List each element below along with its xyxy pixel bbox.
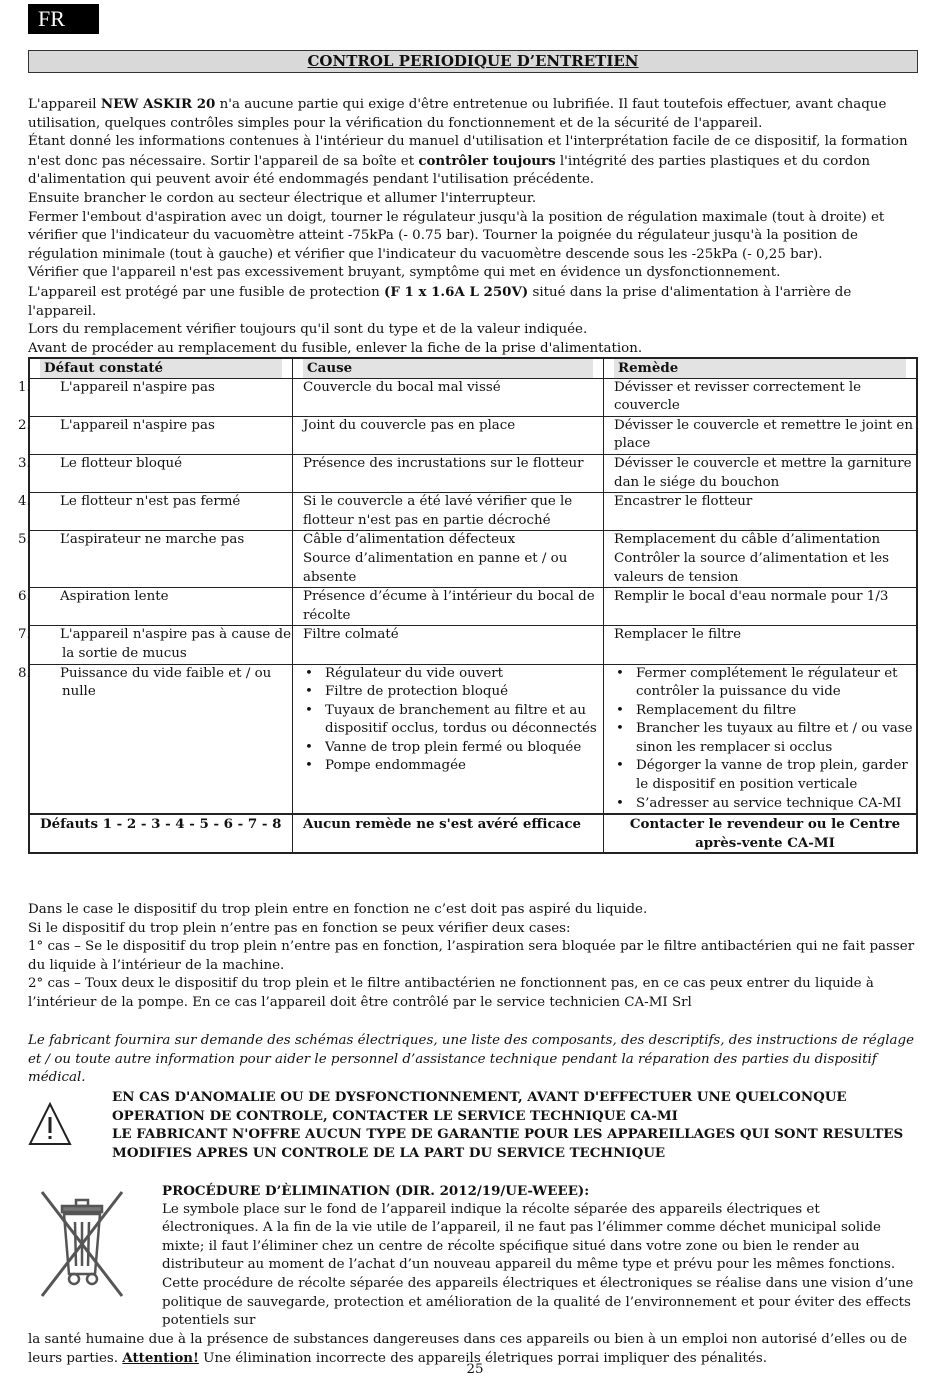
cause-list — [303, 665, 603, 777]
paragraph: 2° cas – Toux deux le dispositif du trop plein et le filtre antibactérien ne fonctionnent pas, en ce cas peux entrer du liquide à l’intérieur de la pompe. En ce cas l’appareil doit être contrôlé par le service technicien CA-MI Srl — [28, 976, 874, 1010]
page-title: CONTROL PERIODIQUE D’ENTRETIEN — [28, 50, 918, 73]
list-item: • S’adresser au service technique CA-MI — [614, 795, 916, 814]
text: la santé humaine due à la présence de substances dangereuses dans ces appareils ou bien à un emploi non autorisé d’elles ou de leurs parties. — [28, 1331, 908, 1367]
text: Une élimination incorrecte des appareils életriques porrai impliquer des pénalités. — [198, 1351, 767, 1367]
text: situé dans la prise d'alimentation à l'arrière de l'appareil. — [28, 284, 852, 319]
list-item: • Vanne de trop plein fermé ou bloquée — [303, 739, 603, 758]
text: Étant donné les informations contenues à l'intérieur du manuel d'utilisation et l'interprétation facile de ce dispositif, la formation n'est donc pas nécessaire. Sortir l'appareil de sa boîte et — [28, 134, 908, 169]
troubleshooting-table — [18, 357, 918, 854]
row-number: 5. — [18, 532, 31, 548]
table-header-row — [29, 358, 917, 378]
overflow-notes — [28, 901, 920, 1013]
paragraph: Si le dispositif du trop plein n’entre pas en fonction se peux vérifier deux cases: — [28, 920, 571, 936]
header-cell — [29, 358, 293, 378]
table-row — [29, 454, 917, 492]
attention-label: Attention! — [122, 1350, 199, 1367]
table-row — [29, 531, 917, 588]
defect-text: L'appareil n'aspire pas — [60, 417, 215, 433]
text: L'appareil — [28, 97, 101, 112]
cause-cell — [293, 664, 604, 814]
row-number: 8. — [18, 665, 31, 681]
warning-triangle-icon — [28, 1102, 72, 1146]
defect-text: Le flotteur bloqué — [60, 455, 183, 471]
intro-text — [28, 95, 920, 358]
defect-text: L’aspirateur ne marche pas — [60, 532, 245, 548]
product-name: NEW ASKIR 20 — [100, 96, 216, 112]
weee-section — [28, 1182, 920, 1369]
language-tag: FR — [28, 4, 99, 34]
header-defect: Défaut constaté — [40, 359, 282, 378]
defect-cell — [18, 664, 293, 814]
remedy-cell: Dévisser le couvercle et remettre le joint en place — [604, 416, 918, 454]
remedy-list — [614, 665, 916, 814]
remedy-cell: Remplacer le filtre — [604, 626, 918, 664]
intro-paragraph — [28, 95, 920, 133]
defect-cell — [18, 416, 293, 454]
remedy-cell: Contacter le revendeur ou le Centre après-vente CA-MI — [604, 814, 918, 853]
cause-cell: Filtre colmaté — [293, 626, 604, 664]
remedy-cell: Dévisser et revisser correctement le couvercle — [604, 378, 918, 416]
cause-cell: Couvercle du bocal mal vissé — [293, 378, 604, 416]
cause-cell: Si le couvercle a été lavé vérifier que le flotteur n'est pas en partie décroché — [293, 493, 604, 531]
paragraph: 1° cas – Se le dispositif du trop plein n’entre pas en fonction, l’aspiration sera bloquée par le filtre antibactérien qui ne fait passer du liquide à l’intérieur de la machine. — [28, 939, 915, 973]
cause-text: Source d’alimentation en panne et / ou absente — [303, 550, 568, 585]
weee-title: PROCÉDURE D’ÈLIMINATION (DIR. 2012/19/UE-WEEE): — [162, 1183, 590, 1199]
remedy-cell: Remplir le bocal d'eau normale pour 1/3 — [604, 588, 918, 626]
manufacturer-note: Le fabricant fournira sur demande des schémas électriques, une liste des composants, des descriptifs, des instructions de réglage et / ou toute autre information pour aider le personnel d’assistance technique pendant la réparation des parties du dispositif médical. — [28, 1033, 915, 1086]
table-row-summary — [29, 814, 917, 853]
cause-cell — [293, 531, 604, 588]
remedy-text: Remplacement du câble d’alimentation — [614, 532, 881, 548]
defect-text: Puissance du vide faible et / ou nulle — [60, 665, 272, 700]
defect-cell — [18, 378, 293, 416]
table-row — [29, 416, 917, 454]
list-item: • Filtre de protection bloqué — [303, 683, 603, 702]
row-number: 1. — [18, 379, 31, 395]
header-cause: Cause — [303, 359, 593, 378]
intro-paragraph: Avant de procéder au remplacement du fusible, enlever la fiche de la prise d'alimentation. — [28, 340, 643, 356]
page-number: 25 — [466, 1362, 484, 1377]
defect-cell — [18, 493, 293, 531]
header-cell — [604, 358, 918, 378]
cause-cell: Aucun remède ne s'est avéré efficace — [293, 814, 604, 853]
defect-text: Aspiration lente — [60, 589, 169, 605]
table-row — [29, 493, 917, 531]
text: L'appareil est protégé par une fusible de protection — [28, 284, 384, 300]
list-item: • Brancher les tuyaux au filtre et / ou vase sinon les remplacer si occlus — [614, 720, 916, 757]
cause-cell: Présence d’écume à l’intérieur du bocal de récolte — [293, 588, 604, 626]
cause-text: Câble d’alimentation défecteux — [303, 532, 516, 548]
list-item: • Fermer complétement le régulateur et contrôler la puissance du vide — [614, 665, 916, 702]
defect-text: L'appareil n'aspire pas à cause de la sortie de mucus — [60, 627, 292, 661]
header-cell — [293, 358, 604, 378]
remedy-cell — [604, 531, 918, 588]
cause-cell: Présence des incrustations sur le flotteur — [293, 454, 604, 492]
row-number: 2. — [18, 417, 31, 433]
row-number: 6. — [18, 589, 31, 605]
table-row — [29, 588, 917, 626]
remedy-cell: Encastrer le flotteur — [604, 493, 918, 531]
list-item: • Pompe endommagée — [303, 757, 603, 776]
intro-paragraph: Ensuite brancher le cordon au secteur électrique et allumer l'interrupteur. — [28, 190, 537, 206]
row-number: 7. — [18, 627, 31, 643]
defect-cell — [18, 454, 293, 492]
cause-cell: Joint du couvercle pas en place — [293, 416, 604, 454]
table-row — [29, 378, 917, 416]
defect-text: Le flotteur n'est pas fermé — [60, 494, 241, 510]
emphasis: contrôler toujours — [418, 152, 556, 169]
intro-paragraph: Fermer l'embout d'aspiration avec un doigt, tourner le régulateur jusqu'à la position de régulation maximale (tout à droite) et vérifier que l'indicateur du vacuomètre atteint -75kPa (- 0.75 bar). Tourner la poignée du régulateur jusqu'à la position de régulation minimale (tout à gauche) et vérifier que l'indicateur du vacuomètre descende sous les -25kPa (- 0,25 bar). — [28, 209, 885, 262]
list-item: • Dégorger la vanne de trop plein, garder le dispositif en position verticale — [614, 757, 916, 794]
row-number: 4. — [18, 494, 31, 510]
defect-cell — [18, 626, 293, 664]
table-row — [29, 626, 917, 664]
defect-text: L'appareil n'aspire pas — [60, 379, 215, 395]
remedy-cell — [604, 664, 918, 814]
intro-paragraph: Lors du remplacement vérifier toujours qu'il sont du type et de la valeur indiquée. — [28, 322, 588, 338]
paragraph: Dans le case le dispositif du trop plein entre en fonction ne c’est doit pas aspiré du liquide. — [28, 902, 648, 917]
weee-body: Le symbole place sur le fond de l’appareil indique la récolte séparée des appareils électriques et électroniques. A la fin de la vie utile de l’appareil, il ne faut pas l’élimmer comme déchet municipal solide mixte; il faut l’éliminer chez un centre de récolte spécifique situé dans votre zone ou bien le render au distributeur au moment de l’achat d’un nouveau appareil du même type et prévu pour les mêmes fonctions. Cette procédure de récolte séparée des appareils électriques et électroniques se réalise dans une vision d’une politique de sauvegarde, protection et amélioration de la qualité de l’environnement et pour éviter des effects potentiels sur — [162, 1201, 914, 1329]
text: l'intégrité des parties plastiques et du cordon d'alimentation qui peuvent avoir été endommagés pendant l'utilisation précédente. — [28, 153, 871, 188]
intro-paragraph — [28, 133, 920, 190]
defect-cell: Défauts 1 - 2 - 3 - 4 - 5 - 6 - 7 - 8 — [29, 814, 293, 853]
warning-block — [112, 1088, 922, 1162]
warning-line: LE FABRICANT N'OFFRE AUCUN TYPE DE GARANTIE POUR LES APPAREILLAGES QUI SONT RESULTES MODIFIES APRES UN CONTROLE DE LA PART DU SERVICE TECHNIQUE — [112, 1126, 904, 1161]
remedy-text: Contrôler la source d’alimentation et les valeurs de tension — [614, 550, 890, 585]
defect-cell — [18, 531, 293, 588]
list-item: • Régulateur du vide ouvert — [303, 665, 603, 684]
intro-paragraph — [28, 283, 920, 321]
header-remedy: Remède — [614, 359, 906, 378]
list-item: • Tuyaux de branchement au filtre et au dispositif occlus, tordus ou déconnectés — [303, 702, 603, 739]
list-item: • Remplacement du filtre — [614, 702, 916, 721]
intro-paragraph: Vérifier que l'appareil n'est pas excessivement bruyant, symptôme qui met en évidence un dysfonctionnement. — [28, 265, 781, 281]
table-row — [29, 664, 917, 814]
warning-line: EN CAS D'ANOMALIE OU DE DYSFONCTIONNEMENT, AVANT D'EFFECTUER UNE QUELCONQUE OPERATION DE CONTROLE, CONTACTER LE SERVICE TECHNIQUE CA-MI — [112, 1089, 847, 1124]
fuse-spec: (F 1 x 1.6A L 250V) — [383, 283, 529, 300]
remedy-cell: Dévisser le couvercle et mettre la garniture dan le siége du bouchon — [604, 454, 918, 492]
defect-cell — [18, 588, 293, 626]
row-number: 3. — [18, 455, 31, 471]
text: n'a aucune partie qui exige d'être entretenue ou lubrifiée. Il faut toutefois effectuer, avant chaque utilisation, quelques contrôles simples pour la vérification du fonctionnement et de la sécurité de l'appareil. — [28, 97, 887, 131]
